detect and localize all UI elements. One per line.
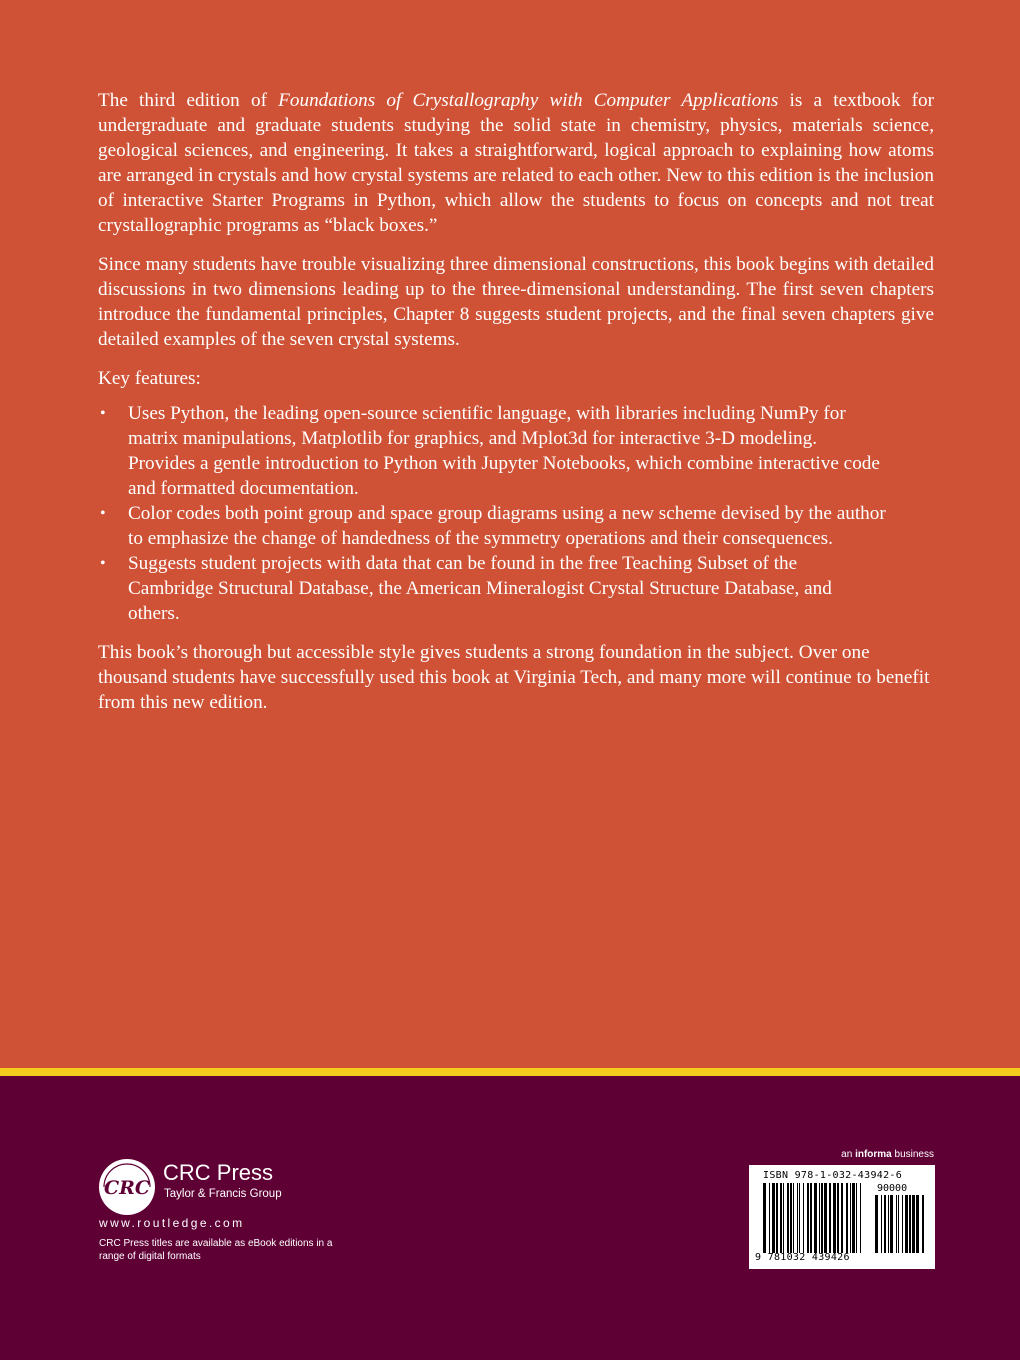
barcode-bar <box>797 1183 798 1253</box>
barcode-bar <box>803 1183 804 1253</box>
barcode-bar <box>902 1195 903 1253</box>
approach-paragraph: Since many students have trouble visualizing three dimensional constructions, this book begins with detailed discussions in two dimensions leading up to the three-dimensional understanding. The first seven chapters introduce the fundamental principles, Chapter 8 suggests student projects, and the final seven chapters give detailed examples of the seven crystal systems. <box>98 254 934 350</box>
barcode-bar <box>875 1195 878 1253</box>
barcode-bar <box>922 1195 924 1253</box>
barcode-bar <box>763 1183 766 1253</box>
addon-barcode-bars <box>875 1195 924 1253</box>
barcode-bar <box>790 1183 792 1253</box>
bullet-icon: • <box>100 555 106 572</box>
intro-paragraph: The third edition of Foundations of Crystallography with Computer Applications is a textbook for undergraduate and graduate students studying the solid state in chemistry, physics, materials science, geological sciences, and engineering. It takes a straightforward, logical approach to explaining how atoms are arranged in crystals and how crystal systems are related to each other. New to this edition is the inclusion of interactive Starter Programs in Python, which allow the students to focus on concepts and not treat crystallographic programs as “black boxes.” <box>98 90 934 236</box>
gold-divider-strip <box>0 1068 1020 1076</box>
barcode-bar <box>905 1195 908 1253</box>
publisher-name: CRC Press <box>163 1160 274 1185</box>
barcode-bar <box>852 1183 855 1253</box>
barcode-bar <box>912 1195 915 1253</box>
barcode-bar <box>824 1183 827 1253</box>
barcode-bar <box>829 1183 831 1253</box>
barcode-bar <box>783 1183 784 1253</box>
website-link[interactable]: www.routledge.com <box>99 1216 245 1230</box>
logo-text: CRC <box>103 1177 151 1199</box>
feature-item: • Color codes both point group and space group diagrams using a new scheme devised by the author to emphasize the change of handedness of the symmetry operations and their consequences. <box>100 503 886 549</box>
barcode-bar <box>810 1183 812 1253</box>
informa-business-tag: an informa business <box>841 1149 934 1160</box>
main-barcode-bars <box>763 1183 861 1253</box>
barcode-bar <box>909 1195 911 1253</box>
barcode-bar <box>896 1195 897 1253</box>
feature-item: • Suggests student projects with data that can be found in the free Teaching Subset of the Cambridge Structural Database, the American Mineralogist Crystal Structure Database, and others. <box>100 553 832 624</box>
book-title: Foundations of Crystallography with Computer Applications <box>278 90 779 111</box>
price-addon: 90000 <box>877 1183 908 1194</box>
barcode-bar <box>888 1195 889 1253</box>
barcode-bar <box>814 1183 817 1253</box>
barcode-bar <box>881 1195 882 1253</box>
ebook-note: CRC Press titles are available as eBook editions in a range of digital formats <box>99 1238 333 1262</box>
barcode-bar <box>850 1183 851 1253</box>
isbn-barcode <box>749 1165 935 1269</box>
barcode-bar <box>846 1183 848 1253</box>
features-list <box>98 401 934 626</box>
crc-press-logo-icon <box>98 1158 156 1216</box>
publisher-group: Taylor & Francis Group <box>164 1188 282 1200</box>
barcode-bar <box>884 1195 886 1253</box>
key-features-label: Key features: <box>98 368 201 389</box>
barcode-bar <box>821 1183 823 1253</box>
barcode-bar <box>837 1183 839 1253</box>
barcode-bar <box>769 1183 770 1253</box>
isbn-number: ISBN 978-1-032-43942-6 <box>763 1170 903 1181</box>
feature-item: • Uses Python, the leading open-source scientific language, with libraries including NumPy for matrix manipulations, Matplotlib for graphics, and Mplot3d for interactive 3-D modeling. Provides a gentle introduction to Python with Jupyter Notebooks, which combine interactive code and formatted documentation. <box>100 403 880 499</box>
barcode-bar <box>916 1195 919 1253</box>
barcode-bar <box>841 1183 843 1253</box>
barcode-bar <box>856 1183 857 1253</box>
barcode-bar <box>793 1183 794 1253</box>
barcode-bar <box>819 1183 820 1253</box>
bullet-icon: • <box>100 405 106 422</box>
barcode-bar <box>772 1183 775 1253</box>
bullet-icon: • <box>100 505 106 522</box>
barcode-bar <box>780 1183 782 1253</box>
barcode-bar <box>833 1183 836 1253</box>
closing-paragraph: This book’s thorough but accessible style gives students a strong foundation in the subject. Over one thousand students have successfully used this book at Virginia Tech, and many more will continue to benefit from this new edition. <box>98 642 930 713</box>
barcode-bar <box>860 1183 861 1253</box>
barcode-bar <box>898 1195 899 1253</box>
barcode-bar <box>799 1183 800 1253</box>
barcode-digits: 9 781032 439426 <box>755 1252 850 1263</box>
barcode-bar <box>807 1183 809 1253</box>
barcode-bar <box>890 1195 893 1253</box>
barcode-bar <box>776 1183 778 1253</box>
back-cover-description <box>98 88 934 729</box>
barcode-bar <box>787 1183 789 1253</box>
